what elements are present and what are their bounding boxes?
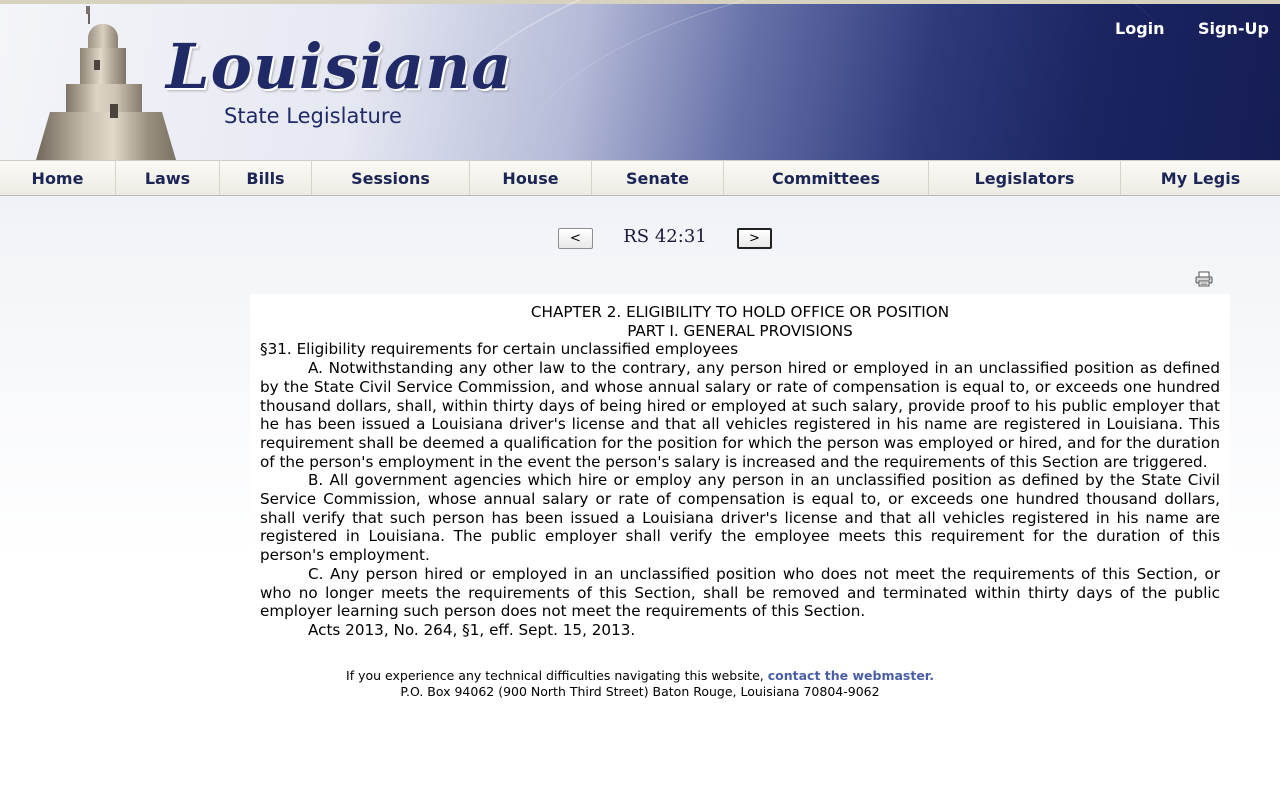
- contact-webmaster-link[interactable]: contact the webmaster.: [767, 668, 934, 683]
- nav-item-senate[interactable]: Senate: [592, 161, 724, 195]
- login-link[interactable]: Login: [1115, 19, 1165, 38]
- previous-section-button[interactable]: <: [558, 228, 593, 249]
- nav-item-house[interactable]: House: [470, 161, 592, 195]
- signup-link[interactable]: Sign-Up: [1198, 19, 1269, 38]
- site-logo-subtitle[interactable]: State Legislature: [224, 104, 402, 128]
- nav-item-legislators[interactable]: Legislators: [929, 161, 1121, 195]
- capitol-dome: [88, 24, 118, 50]
- nav-item-sessions[interactable]: Sessions: [312, 161, 470, 195]
- printer-icon[interactable]: [1195, 271, 1213, 287]
- footer-address: P.O. Box 94062 (900 North Third Street) Baton Rouge, Louisiana 70804-9062: [400, 683, 880, 699]
- main-nav: [0, 160, 1280, 196]
- part-heading: PART I. GENERAL PROVISIONS: [627, 321, 853, 340]
- nav-item-my-legis[interactable]: My Legis: [1160, 168, 1241, 188]
- site-footer: [250, 668, 1030, 699]
- capitol-building-image: [36, 0, 176, 160]
- nav-item-bills[interactable]: Bills: [220, 161, 312, 195]
- capitol-flag: [86, 6, 90, 14]
- nav-item-committees[interactable]: Committees: [724, 161, 929, 195]
- history-note: Acts 2013, No. 264, §1, eff. Sept. 15, 2013.: [308, 620, 636, 639]
- section-heading: §31. Eligibility requirements for certain unclassified employees: [260, 340, 739, 359]
- nav-item-laws[interactable]: Laws: [116, 161, 220, 195]
- law-document: [250, 294, 1230, 660]
- capitol-tower: [80, 48, 126, 88]
- next-section-button[interactable]: >: [737, 228, 772, 249]
- footer-help-line: [250, 668, 1030, 684]
- chapter-heading: CHAPTER 2. ELIGIBILITY TO HOLD OFFICE OR POSITION: [530, 303, 950, 321]
- site-header: [0, 0, 1280, 160]
- capitol-window: [110, 104, 118, 118]
- paragraph-a: A. Notwithstanding any other law to the contrary, any person hired or employed in an unclassified position as defined by the State Civil Service Commission, and whose annual salary or rate of compensation is equal to, or exceeds one hundred thousand dollars, shall, within thirty days of being hired or employed at such salary, provide proof to his public employer that he has been issued a Louisiana driver's license and that all vehicles registered in his name are registered in Louisiana. This requirement shall be deemed a qualification for the position for which the person was employed or hired, and for the duration of the person's employment in the event the person's salary is increased and the requirements of this Section are triggered.: [260, 359, 1220, 471]
- capitol-base: [36, 112, 176, 160]
- site-logo-title[interactable]: Louisiana: [166, 30, 513, 103]
- nav-item-home[interactable]: Home: [0, 161, 116, 195]
- capitol-window: [94, 60, 100, 70]
- section-identifier: RS 42:31: [623, 226, 707, 247]
- paragraph-b: B. All government agencies which hire or employ any person in an unclassified position as defined by the State Civil Service Commission, whose annual salary or rate of compensation is equal to, or exceeds one hundred thousand dollars, shall verify that such person has been issued a Louisiana driver's license and that all vehicles registered in his name are registered in Louisiana. The public employer shall verify the employee meets this requirement for the duration of this person's employment.: [260, 471, 1220, 565]
- paragraph-c: C. Any person hired or employed in an unclassified position who does not meet the requirements of this Section, or who no longer meets the requirements of this Section, shall be removed and terminated within thirty days of the public employer learning such person does not meet the requirements of this Section.: [260, 564, 1220, 621]
- footer-help-text: If you experience any technical difficulties navigating this website,: [346, 668, 768, 683]
